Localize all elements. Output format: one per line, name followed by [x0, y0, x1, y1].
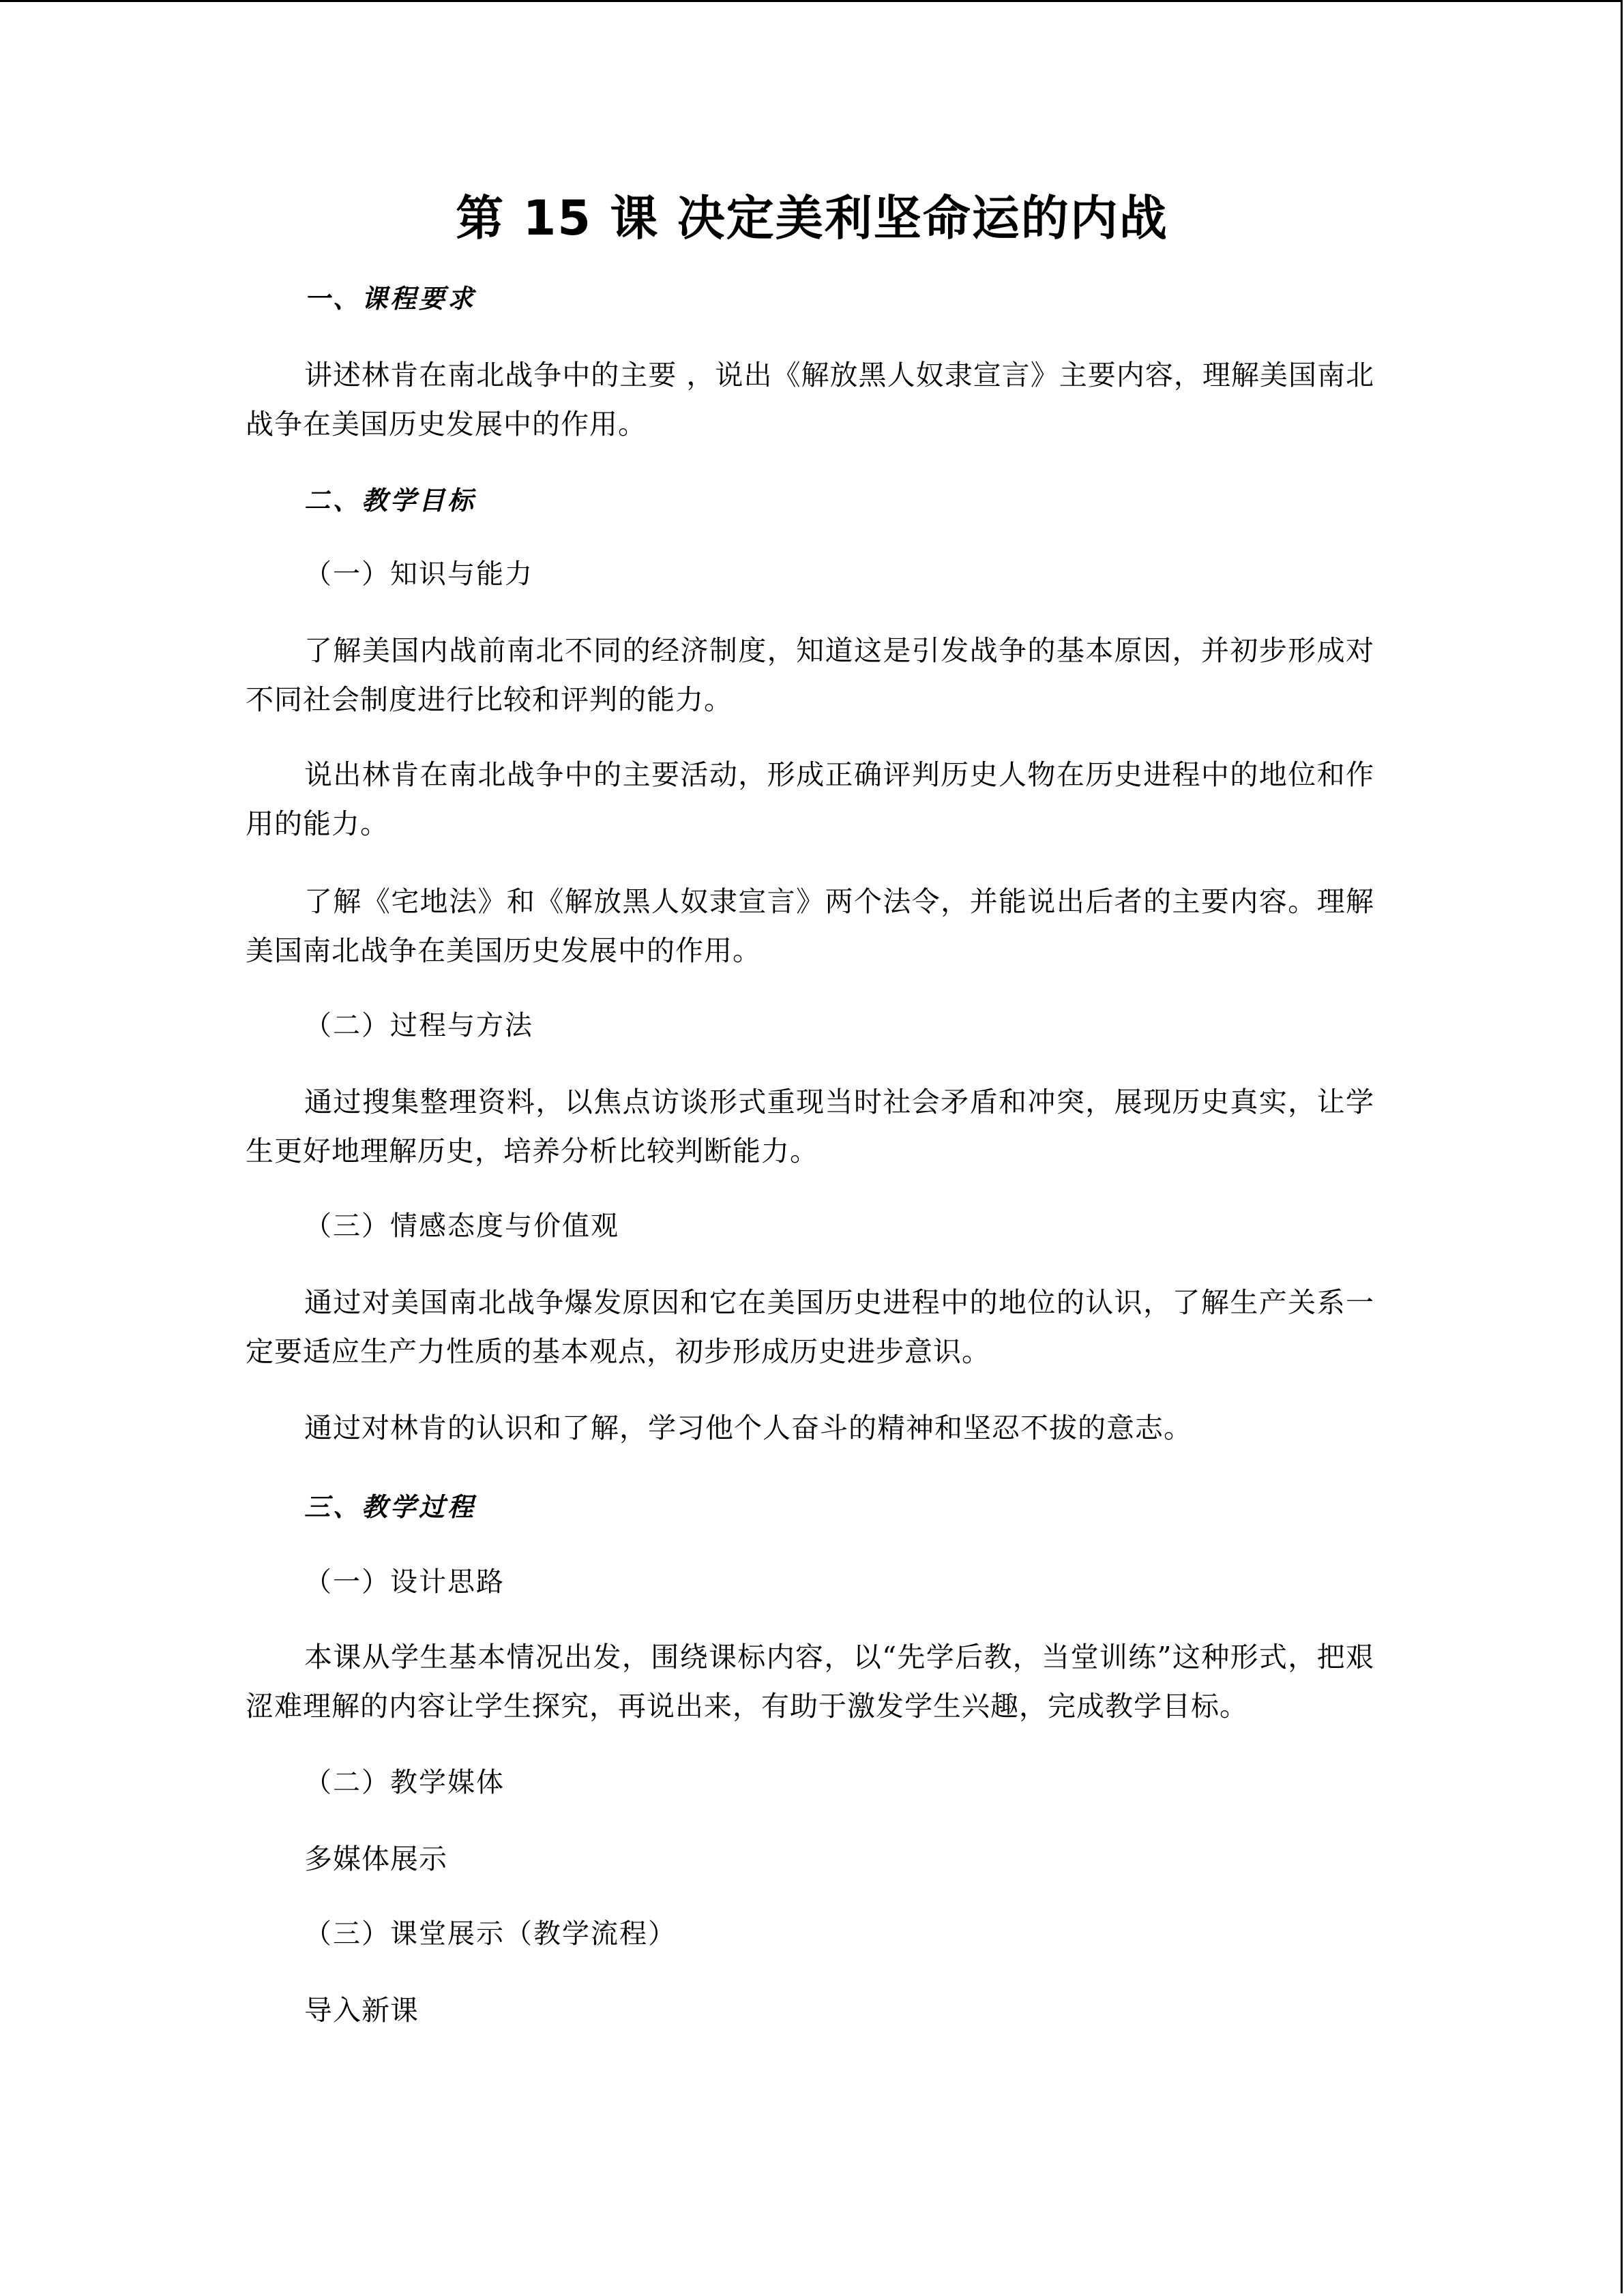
subheading-teaching-media: （二）教学媒体	[304, 1767, 505, 1798]
paragraph-goal-data-collection: 通过搜集整理资料，以焦点访谈形式重现当时社会矛盾和冲突，展现历史真实，让学生更好地理解历史，培养分析比较判断能力。	[246, 1086, 1374, 1167]
subheading-design-ideas: （一）设计思路	[304, 1566, 505, 1598]
paragraph-goal-homestead-act: 了解《宅地法》和《解放黑人奴隶宣言》两个法令，并能说出后者的主要内容。理解美国南北战争在美国历史发展中的作用。	[246, 885, 1374, 967]
subheading-knowledge-ability: （一）知识与能力	[304, 558, 533, 590]
subheading-classroom-display: （三）课堂展示（教学流程）	[304, 1918, 677, 1950]
paragraph-design-ideas: 本课从学生基本情况出发，围绕课标内容，以“先学后教，当堂训练”这种形式，把艰涩难理解的内容让学生探究，再说出来，有助于激发学生兴趣，完成教学目标。	[246, 1641, 1374, 1723]
section-heading-teaching-process: 三、教学过程	[304, 1491, 477, 1522]
paragraph-goal-economic-systems: 了解美国内战前南北不同的经济制度，知道这是引发战争的基本原因，并初步形成对不同社会制度进行比较和评判的能力。	[246, 634, 1374, 716]
paragraph-introduction: 导入新课	[304, 1994, 419, 2027]
page-title: 第 15 课 决定美利坚命运的内战	[456, 190, 1168, 246]
subheading-emotion-values: （三）情感态度与价值观	[304, 1210, 619, 1242]
paragraph-course-requirements: 讲述林肯在南北战争中的主要 ，说出《解放黑人奴隶宣言》主要内容，理解美国南北战争在美国历史发展中的作用。	[246, 359, 1374, 441]
paragraph-goal-lincoln-spirit: 通过对林肯的认识和了解，学习他个人奋斗的精神和坚忍不拔的意志。	[304, 1412, 1192, 1444]
section-heading-course-requirements: 一、课程要求	[304, 283, 477, 314]
paragraph-goal-historical-progress: 通过对美国南北战争爆发原因和它在美国历史进程中的地位的认识，了解生产关系一定要适应生产力性质的基本观点，初步形成历史进步意识。	[246, 1286, 1374, 1368]
paragraph-goal-lincoln-activities: 说出林肯在南北战争中的主要活动，形成正确评判历史人物在历史进程中的地位和作用的能力。	[246, 758, 1374, 840]
paragraph-multimedia: 多媒体展示	[304, 1843, 447, 1875]
subheading-process-method: （二）过程与方法	[304, 1010, 533, 1041]
section-heading-teaching-goals: 二、教学目标	[304, 485, 477, 516]
